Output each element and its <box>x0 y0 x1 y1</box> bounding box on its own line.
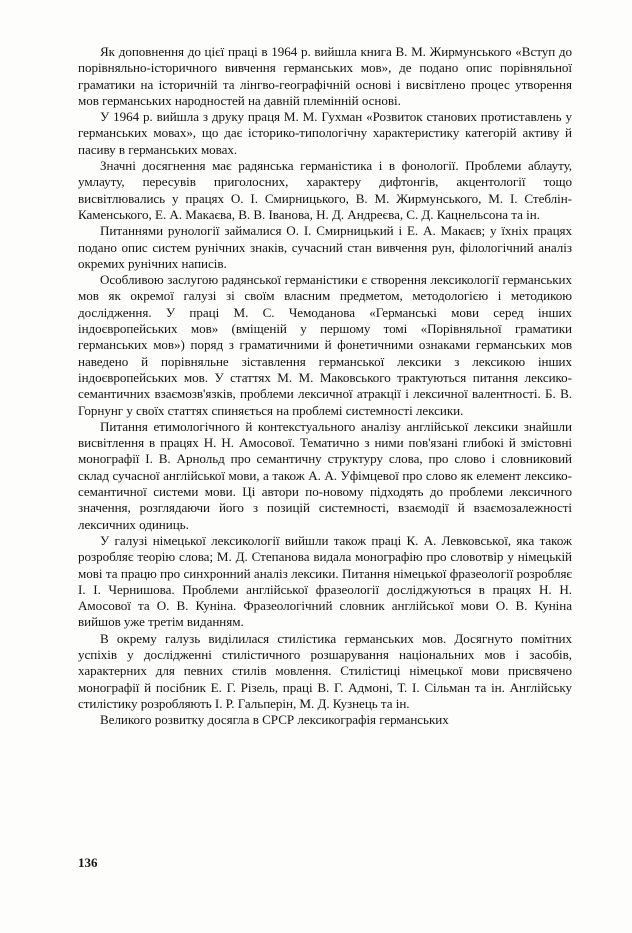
paragraph: Питаннями рунології займалися О. І. Смирницький і Е. А. Макаєв; у їхніх працях подано опис систем рунічних знаків, сучасний стан вивчення рун, філологічний аналіз окремих рунічних написів. <box>78 223 572 271</box>
paragraph: Особливою заслугою радянської германістики є створення лексикології германських мов як окремої галузі зі своїм власним предметом, методологією і методикою дослідження. У праці М. С. Чемоданова «Германські мови серед інших індоєвропейських мов» (вміщеній у першому томі «Порівняльної граматики германських мов») поряд з граматичними й фонетичними ознаками германських мов наведено й порівняльне зіставлення германської лексики з лексикою інших індоєвропейських мов. У статтях М. М. Маковського трактуються питання лексико-семантичних взаємозв'язків, проблеми лексичної атракції і лексичної валентності. Б. В. Горнунг у своїх статтях спиняється на проблемі системності лексики. <box>78 272 572 418</box>
paragraph: У 1964 р. вийшла з друку праця М. М. Гухман «Розвиток станових протиставлень у германських мовах», що дає історико-типологічну характеристику категорій активу й пасиву в германських мовах. <box>78 109 572 157</box>
paragraph: У галузі німецької лексикології вийшли також праці К. А. Левковської, яка також розробляє теорію слова; М. Д. Степанова видала монографію про словотвір у німецькій мові та працю про синхронний аналіз лексики. Питання німецької фразеології розробляє І. І. Чернишова. Проблеми англійської фразеології досліджуються в працях Н. Н. Амосової та О. В. Куніна. Фразеологічний словник англійської мови О. В. Куніна вийшов уже третім виданням. <box>78 532 572 630</box>
paragraph: В окрему галузь виділилася стилістика германських мов. Досягнуто помітних успіхів у дослідженні стилістичного розшарування національних мов і засобів, характерних для певних стилів мовлення. Стилістиці німецької мови присвячено монографії й посібник Е. Г. Різель, праці В. Г. Адмоні, Т. І. Сільман та ін. Англійську стилістику розробляють І. Р. Гальперін, М. Д. Кузнець та ін. <box>78 630 572 711</box>
paragraph: Великого розвитку досягла в СРСР лексикографія германських <box>100 712 449 728</box>
paragraph: Значні досягнення має радянська германістика і в фонології. Проблеми аблауту, умлауту, пересувів приголосних, характеру дифтонгів, акцентології тощо висвітлювались у працях О. І. Смирницького, В. М. Жирмунського, М. І. Стеблін-Каменського, Е. А. Макаєва, В. В. Іванова, Н. Д. Андреєва, С. Д. Кацнельсона та ін. <box>78 158 572 222</box>
page-number: 136 <box>78 855 98 870</box>
paragraph: Питання етимологічного й контекстуального аналізу англійської лексики знайшли висвітлення в працях Н. Н. Амосової. Тематично з ними пов'язані глибокі й змістовні монографії І. В. Арнольд про семантичну структуру слова, про слово і словниковий склад сучасної англійської мови, а також А. А. Уфімцевої про слово як елемент лексико-семантичної системи мови. Ці автори по-новому підходять до проблеми лексичного значення, розглядаючи його з позицій системності, взаємодії й взаємозалежності лексичних одиниць. <box>78 418 572 532</box>
paragraph: Як доповнення до цієї праці в 1964 р. вийшла книга В. М. Жирмунського «Вступ до порівняльно-історичного вивчення германських мов», де подано опис порівняльної граматики на історичній та лінгво-географічній основі і висвітлено процес утворення мов германських народностей на давній племінній основі. <box>78 44 572 108</box>
page-body-text <box>78 44 572 728</box>
